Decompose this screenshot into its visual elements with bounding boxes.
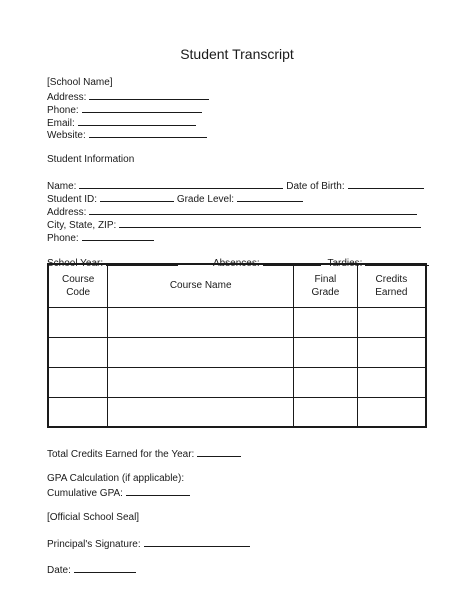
header-credits-earned-line2: Earned [375, 286, 408, 298]
school-email-field[interactable] [78, 115, 196, 126]
header-course-code-line1: Course [62, 273, 95, 285]
table-row [48, 337, 426, 367]
principal-signature-row [47, 536, 250, 549]
school-phone-label: Phone: [47, 105, 79, 116]
gpa-calc-label: GPA Calculation (if applicable): [47, 473, 185, 484]
cumulative-gpa-label: Cumulative GPA: [47, 488, 123, 499]
tardies-label: Tardies: [327, 258, 363, 269]
grade-level-label: Grade Level: [176, 194, 235, 205]
date-row [47, 562, 136, 575]
student-address-field[interactable] [89, 204, 417, 215]
student-phone-field[interactable] [82, 230, 154, 241]
header-course-name [108, 264, 294, 307]
principal-signature-field[interactable] [144, 536, 250, 547]
student-info-heading: Student Information [47, 154, 135, 165]
header-credits-earned-line1: Credits [375, 273, 408, 285]
school-address-row [47, 89, 209, 102]
school-address-field[interactable] [89, 89, 209, 100]
header-final-grade [294, 264, 358, 307]
student-name-field[interactable] [79, 178, 283, 189]
student-phone-label: Phone: [47, 233, 79, 244]
credits-earned-cell[interactable] [357, 337, 426, 367]
course-code-cell[interactable] [48, 307, 108, 337]
credits-earned-cell[interactable] [357, 397, 426, 427]
table-row [48, 367, 426, 397]
course-code-cell[interactable] [48, 367, 108, 397]
school-phone-field[interactable] [82, 102, 202, 113]
student-address-label: Address: [47, 207, 87, 218]
header-credits-earned [357, 264, 426, 307]
header-course-code-line2: Code [66, 286, 91, 298]
header-final-grade-line1: Final [314, 273, 337, 285]
school-website-field[interactable] [89, 127, 207, 138]
student-name-row [47, 178, 424, 191]
student-city-label: City, State, ZIP: [47, 220, 117, 231]
school-website-label: Website: [47, 130, 86, 141]
school-email-label: Email: [47, 118, 75, 129]
course-table-header-row [48, 264, 426, 307]
date-label: Date: [47, 565, 71, 576]
document-title: Student Transcript [180, 46, 294, 62]
student-city-row [47, 217, 421, 230]
table-row [48, 397, 426, 427]
credits-earned-cell[interactable] [357, 307, 426, 337]
school-website-row [47, 127, 207, 140]
course-code-cell[interactable] [48, 337, 108, 367]
date-field[interactable] [74, 562, 136, 573]
principal-signature-label: Principal's Signature: [47, 539, 141, 550]
course-code-cell[interactable] [48, 397, 108, 427]
course-name-cell[interactable] [108, 367, 294, 397]
header-course-name-line1: Course Name [169, 280, 232, 292]
total-credits-row [47, 446, 241, 459]
final-grade-cell[interactable] [294, 337, 358, 367]
student-name-label: Name: [47, 181, 77, 192]
school-phone-row [47, 102, 202, 115]
final-grade-cell[interactable] [294, 367, 358, 397]
header-final-grade-line2: Grade [311, 286, 340, 298]
student-id-field[interactable] [100, 191, 174, 202]
course-name-cell[interactable] [108, 337, 294, 367]
student-address-row [47, 204, 417, 217]
course-table [47, 263, 427, 428]
school-year-label: School Year: [47, 258, 104, 269]
total-credits-field[interactable] [197, 446, 241, 457]
table-row [48, 307, 426, 337]
course-name-cell[interactable] [108, 397, 294, 427]
course-name-cell[interactable] [108, 307, 294, 337]
final-grade-cell[interactable] [294, 307, 358, 337]
official-seal-placeholder: [Official School Seal] [47, 512, 140, 523]
dob-label: Date of Birth: [286, 181, 345, 192]
student-id-row [47, 191, 303, 204]
cumulative-gpa-field[interactable] [126, 485, 190, 496]
student-phone-row [47, 230, 154, 243]
credits-earned-cell[interactable] [357, 367, 426, 397]
absences-label: Absences: [212, 258, 260, 269]
student-id-label: Student ID: [47, 194, 98, 205]
school-address-label: Address: [47, 92, 87, 103]
final-grade-cell[interactable] [294, 397, 358, 427]
dob-field[interactable] [348, 178, 424, 189]
student-city-field[interactable] [119, 217, 421, 228]
total-credits-label: Total Credits Earned for the Year: [47, 449, 195, 460]
cumulative-gpa-row [47, 485, 190, 498]
header-course-code [48, 264, 108, 307]
grade-level-field[interactable] [237, 191, 303, 202]
school-name: [School Name] [47, 77, 113, 88]
